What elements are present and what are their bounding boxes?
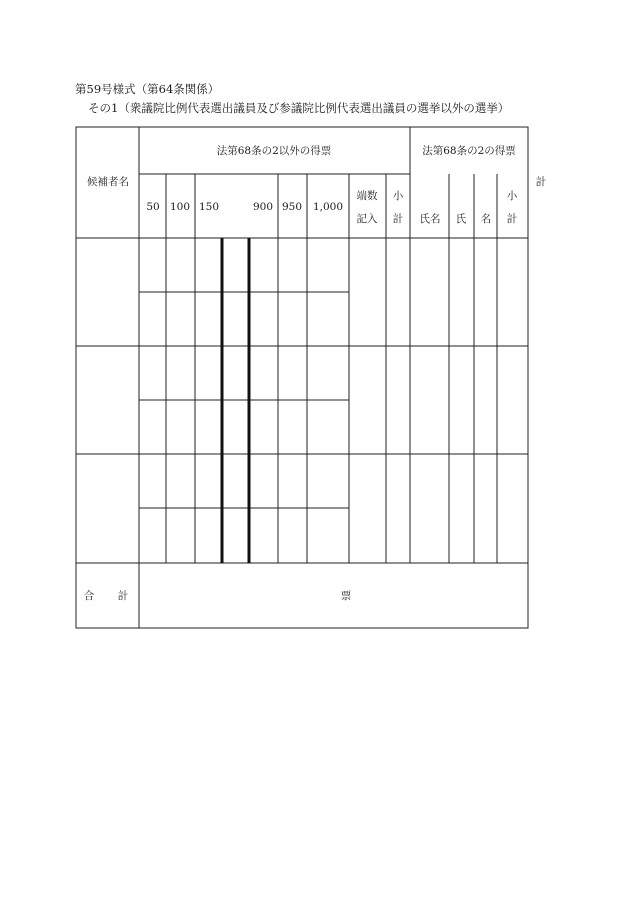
full-name-header: 氏名 (419, 212, 441, 225)
unit-900: 900 (252, 200, 274, 213)
candidate-name-header: 候補者名 (87, 175, 129, 188)
given-name-header: 名 (480, 212, 492, 225)
votes-68-2-header: 法第68条の2の得票 (422, 144, 516, 157)
sum-label-char2: 計 (117, 589, 129, 602)
surname-header: 氏 (455, 212, 467, 225)
unit-100: 100 (169, 200, 191, 213)
votes-except-68-2-header: 法第68条の2以外の得票 (216, 144, 332, 157)
subtotal2-label-2: 計 (506, 212, 518, 225)
form-number: 第59号様式（第64条関係） (75, 82, 220, 96)
unit-50: 50 (146, 200, 160, 213)
unit-1000: 1,000 (312, 200, 344, 213)
total-header: 計 (535, 175, 547, 188)
subtotal2-label-1: 小 (506, 189, 518, 202)
sum-label-char1: 合 (83, 589, 95, 602)
unit-950: 950 (281, 200, 303, 213)
fraction-label-1: 端数 (356, 189, 378, 202)
subtotal-label-2: 計 (392, 212, 404, 225)
votes-unit-label: 票 (340, 589, 352, 602)
fraction-label-2: 記入 (356, 212, 378, 225)
unit-150: 150 (198, 200, 220, 213)
form-subtitle: その1（衆議院比例代表選出議員及び参議院比例代表選出議員の選挙以外の選挙） (88, 101, 510, 115)
subtotal-label-1: 小 (392, 189, 404, 202)
